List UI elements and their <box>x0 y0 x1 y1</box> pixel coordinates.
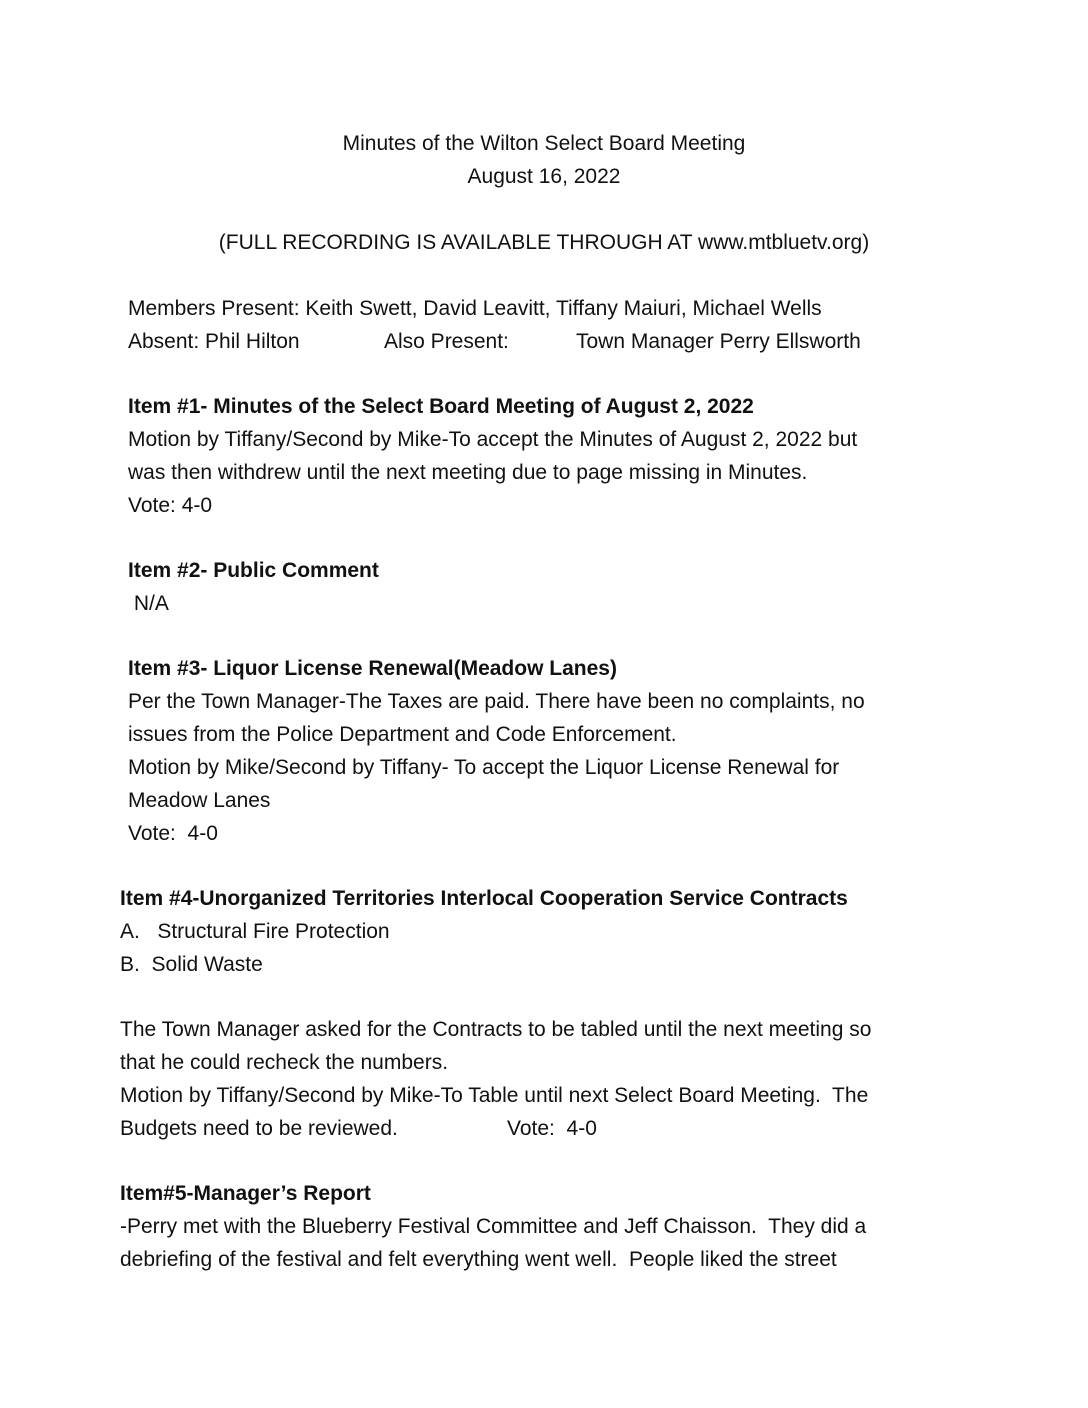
item4-vote: Vote: 4-0 <box>507 1117 597 1140</box>
item4-line: Motion by Tiffany/Second by Mike-To Table until next Select Board Meeting. The <box>120 1084 869 1107</box>
item3-line: Meadow Lanes <box>128 789 271 812</box>
absent-members: Absent: Phil Hilton <box>128 330 300 353</box>
item1-line: was then withdrew until the next meeting due to page missing in Minutes. <box>128 461 808 484</box>
item4-line: The Town Manager asked for the Contracts to be tabled until the next meeting so <box>120 1018 872 1041</box>
item3-line: issues from the Police Department and Code Enforcement. <box>128 723 677 746</box>
item4-line: Budgets need to be reviewed. <box>120 1117 398 1140</box>
item5-heading: Item#5-Manager’s Report <box>120 1182 371 1205</box>
item4-line: that he could recheck the numbers. <box>120 1051 449 1074</box>
item2-heading: Item #2- Public Comment <box>128 559 379 582</box>
members-present: Members Present: Keith Swett, David Leavitt, Tiffany Maiuri, Michael Wells <box>128 297 822 320</box>
item3-vote: Vote: 4-0 <box>128 822 218 845</box>
item5-line: -Perry met with the Blueberry Festival Committee and Jeff Chaisson. They did a <box>120 1215 867 1238</box>
item3-line: Motion by Mike/Second by Tiffany- To accept the Liquor License Renewal for <box>128 756 840 779</box>
item4-list-item: B. Solid Waste <box>120 953 263 976</box>
meeting-date: August 16, 2022 <box>467 165 621 188</box>
item1-vote: Vote: 4-0 <box>128 494 213 517</box>
item4-list-item: A. Structural Fire Protection <box>120 920 390 943</box>
also-present-label: Also Present: <box>384 330 509 353</box>
item2-line: N/A <box>128 592 169 615</box>
item1-heading: Item #1- Minutes of the Select Board Meeting of August 2, 2022 <box>128 395 754 418</box>
item1-line: Motion by Tiffany/Second by Mike-To accept the Minutes of August 2, 2022 but <box>128 428 858 451</box>
item3-heading: Item #3- Liquor License Renewal(Meadow Lanes) <box>128 657 617 680</box>
recording-note: (FULL RECORDING IS AVAILABLE THROUGH AT www.mtbluetv.org) <box>218 231 870 254</box>
also-present: Town Manager Perry Ellsworth <box>576 330 861 353</box>
document-title: Minutes of the Wilton Select Board Meeting <box>342 132 746 155</box>
item4-heading: Item #4-Unorganized Territories Interlocal Cooperation Service Contracts <box>120 887 848 910</box>
item5-line: debriefing of the festival and felt everything went well. People liked the street <box>120 1248 837 1271</box>
item3-line: Per the Town Manager-The Taxes are paid. There have been no complaints, no <box>128 690 865 713</box>
